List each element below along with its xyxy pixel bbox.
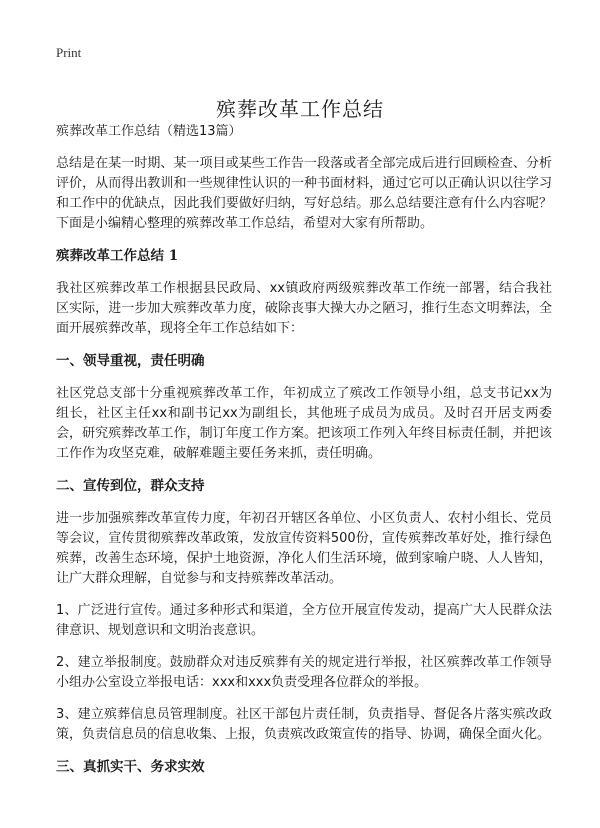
paragraph-leadership: 社区党总支部十分重视殡葬改革工作，年初成立了殡改工作领导小组，总支书记xx为组长，社区主任xx和副书记xx为副组长，其他班子成员为成员。及时召开居支两委会，研究殡葬改革工作，制订年度工作方案。把该项工作列入年终目标责任制，并把该工作作为攻坚克难，破解难题主要任务来抓，责任明确。: [56, 386, 552, 461]
page-title: 殡葬改革工作总结: [216, 97, 384, 122]
heading-publicity: 二、宣传到位，群众支持: [56, 478, 205, 494]
paragraph-publicity: 进一步加强殡葬改革宣传力度，年初召开辖区各单位、小区负责人、农村小组长、党员等会议，宣传贯彻殡葬改革政策，发放宣传资料500份，宣传殡葬改革好处，推行绿色殡葬，改善生态环境，保护土地资源，净化人们生活环境，做到家喻户晓、人人皆知，让广大群众理解，自觉参与和支持殡葬改革活动。: [56, 511, 552, 586]
section-intro-paragraph: 我社区殡葬改革工作根据县民政局、xx镇政府两级殡葬改革工作统一部署，结合我社区实际，进一步加大殡葬改革力度，破除丧事大操大办之陋习，推行生态文明葬法，全面开展殡葬改革，现将全年工作总结如下：: [56, 281, 552, 336]
paragraph-item-2: 2、建立举报制度。鼓励群众对违反殡葬有关的规定进行举报，社区殡葬改革工作领导小组办公室设立举报电话：xxx和xxx负责受理各位群众的举报。: [56, 655, 552, 690]
document-body: [56, 122, 552, 790]
paragraph-item-1: 1、广泛进行宣传。通过多种形式和渠道，全方位开展宣传发动，提高广大人民群众法律意识、规划意识和文明治丧意识。: [56, 603, 552, 638]
heading-leadership: 一、领导重视，责任明确: [56, 353, 205, 369]
intro-paragraph: 总结是在某一时期、某一项目或某些工作告一段落或者全部完成后进行回顾检查、分析评价，从而得出教训和一些规律性认识的一种书面材料，通过它可以正确认识以往学习和工作中的优缺点，因此我们要做好归纳，写好总结。那么总结要注意有什么内容呢？下面是小编精心整理的殡葬改革工作总结，希望对大家有所帮助。: [56, 156, 552, 231]
document-subtitle: 殡葬改革工作总结（精选13篇）: [56, 124, 242, 139]
paragraph-item-3: 3、建立殡葬信息员管理制度。社区干部包片责任制，负责指导、督促各片落实殡改政策，负责信息员的信息收集、上报，负责殡改政策宣传的指导、协调，确保全面火化。: [56, 707, 552, 742]
section-title: 殡葬改革工作总结 1: [56, 248, 179, 264]
print-label: Print: [56, 45, 82, 60]
heading-practical-work: 三、真抓实干、务求实效: [56, 759, 205, 775]
